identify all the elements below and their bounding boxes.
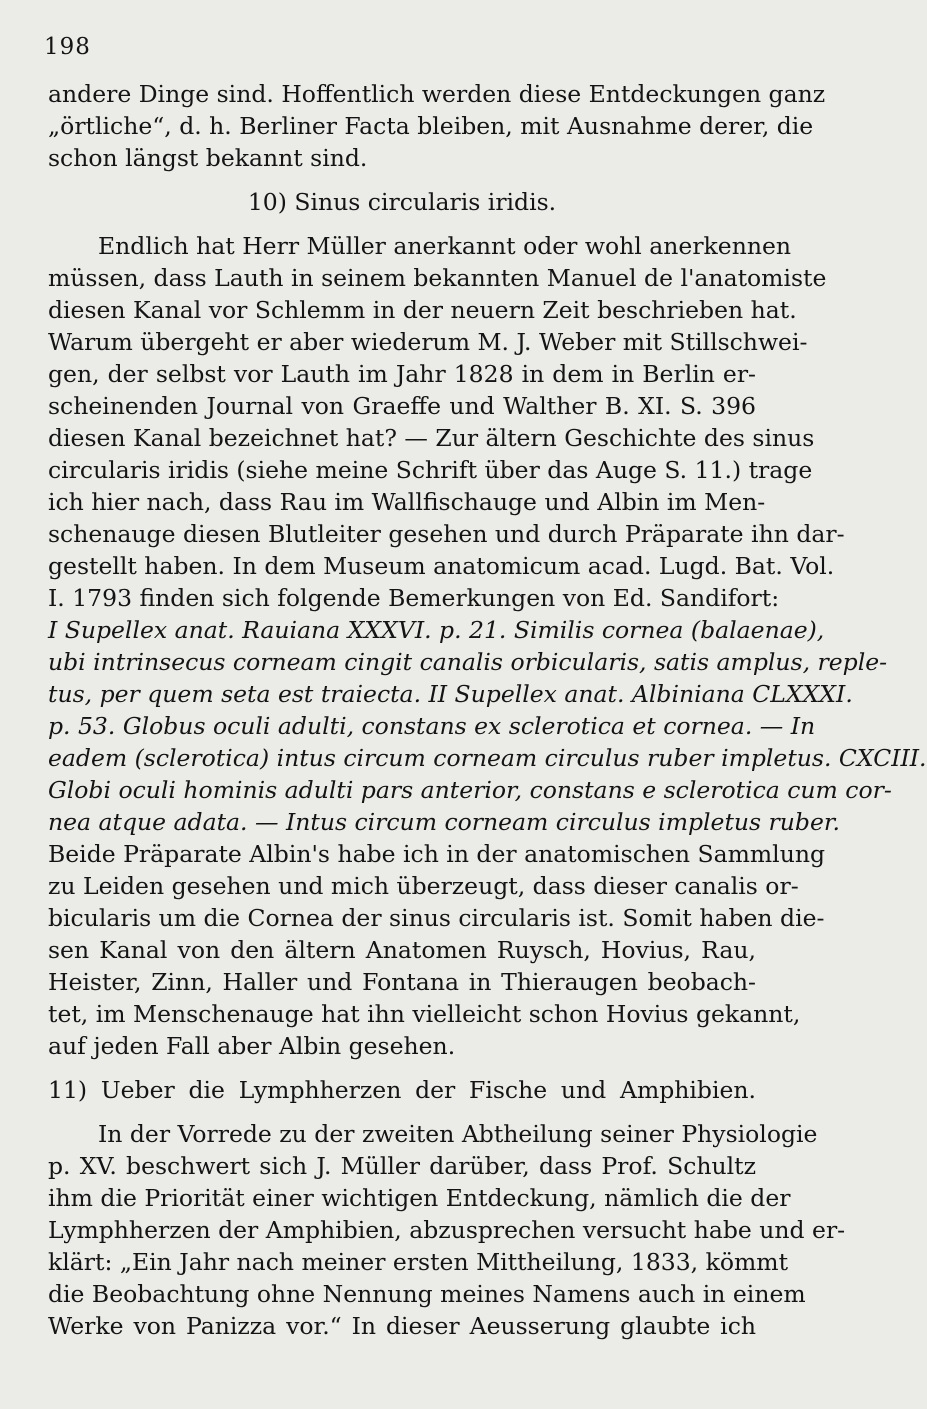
text-line: p. 53. Globus oculi adulti, constans ex sclerotica et cornea. — In (48, 712, 816, 740)
text-line: müssen, dass Lauth in seinem bekannten Manuel de l'anatomiste (48, 264, 827, 292)
text-line: ich hier nach, dass Rau im Wallfischauge und Albin im Men- (48, 488, 766, 516)
text-line: nea atque adata. — Intus circum corneam circulus impletus ruber. (48, 808, 841, 836)
text-line: zu Leiden gesehen und mich überzeugt, dass dieser canalis or- (48, 872, 799, 900)
text-line: gen, der selbst vor Lauth im Jahr 1828 in dem in Berlin er- (48, 360, 756, 388)
text-line: I. 1793 finden sich folgende Bemerkungen von Ed. Sandifort: (48, 584, 780, 612)
text-line: schenauge diesen Blutleiter gesehen und durch Präparate ihn dar- (48, 520, 845, 548)
body-text (48, 78, 927, 1342)
text-line: ihm die Priorität einer wichtigen Entdeckung, nämlich die der (48, 1184, 791, 1212)
text-line: eadem (sclerotica) intus circum corneam circulus ruber impletus. CXCIII. (48, 744, 927, 772)
text-line: tus, per quem seta est traiecta. II Supellex anat. Albiniana CLXXXI. (48, 680, 853, 708)
text-line: klärt: „Ein Jahr nach meiner ersten Mittheilung, 1833, kömmt (48, 1248, 789, 1276)
text-line: gestellt haben. In dem Museum anatomicum acad. Lugd. Bat. Vol. (48, 552, 835, 580)
text-line: p. XV. beschwert sich J. Müller darüber, dass Prof. Schultz (48, 1152, 756, 1180)
text-line: scheinenden Journal von Graeffe und Walther B. XI. S. 396 (48, 392, 756, 420)
text-line: andere Dinge sind. Hoffentlich werden diese Entdeckungen ganz (48, 80, 826, 108)
paragraph-gap (48, 1106, 756, 1118)
section-heading: 10) Sinus circularis iridis. (247, 188, 557, 216)
text-line: Warum übergeht er aber wiederum M. J. Weber mit Stillschwei- (48, 328, 808, 356)
text-line: die Beobachtung ohne Nennung meines Namens auch in einem (48, 1280, 806, 1308)
text-line: auf jeden Fall aber Albin gesehen. (48, 1032, 456, 1060)
page-number: 198 (44, 34, 91, 60)
text-line: I Supellex anat. Rauiana XXXVI. p. 21. Similis cornea (balaenae), (48, 616, 825, 644)
text-line: Lymphherzen der Amphibien, abzusprechen versucht habe und er- (48, 1216, 846, 1244)
text-line: Werke von Panizza vor.“ In dieser Aeusserung glaubte ich (48, 1312, 756, 1340)
text-line: diesen Kanal vor Schlemm in der neuern Zeit beschrieben hat. (48, 296, 797, 324)
text-line: circularis iridis (siehe meine Schrift über das Auge S. 11.) trage (48, 456, 813, 484)
text-line: bicularis um die Cornea der sinus circularis ist. Somit haben die- (48, 904, 825, 932)
text-line: tet, im Menschenauge hat ihn vielleicht schon Hovius gekannt, (48, 1000, 801, 1028)
text-line: In der Vorrede zu der zweiten Abtheilung seiner Physiologie (98, 1120, 818, 1148)
paragraph-gap (48, 1062, 756, 1074)
text-line: schon längst bekannt sind. (48, 144, 368, 172)
text-line: Endlich hat Herr Müller anerkannt oder wohl anerkennen (98, 232, 792, 260)
text-line: ubi intrinsecus corneam cingit canalis orbicularis, satis amplus, reple- (48, 648, 888, 676)
text-line: Beide Präparate Albin's habe ich in der anatomischen Sammlung (48, 840, 826, 868)
paragraph-gap (48, 218, 756, 230)
text-line: Heister, Zinn, Haller und Fontana in Thieraugen beobach- (48, 968, 756, 996)
text-line: Globi oculi hominis adulti pars anterior, constans e sclerotica cum cor- (48, 776, 892, 804)
text-line: „örtliche“, d. h. Berliner Facta bleiben, mit Ausnahme derer, die (48, 112, 814, 140)
text-line: sen Kanal von den ältern Anatomen Ruysch, Hovius, Rau, (48, 936, 756, 964)
section-heading: 11) Ueber die Lymphherzen der Fische und Amphibien. (48, 1076, 756, 1104)
text-line: diesen Kanal bezeichnet hat? — Zur ältern Geschichte des sinus (48, 424, 815, 452)
paragraph-gap (48, 174, 756, 186)
